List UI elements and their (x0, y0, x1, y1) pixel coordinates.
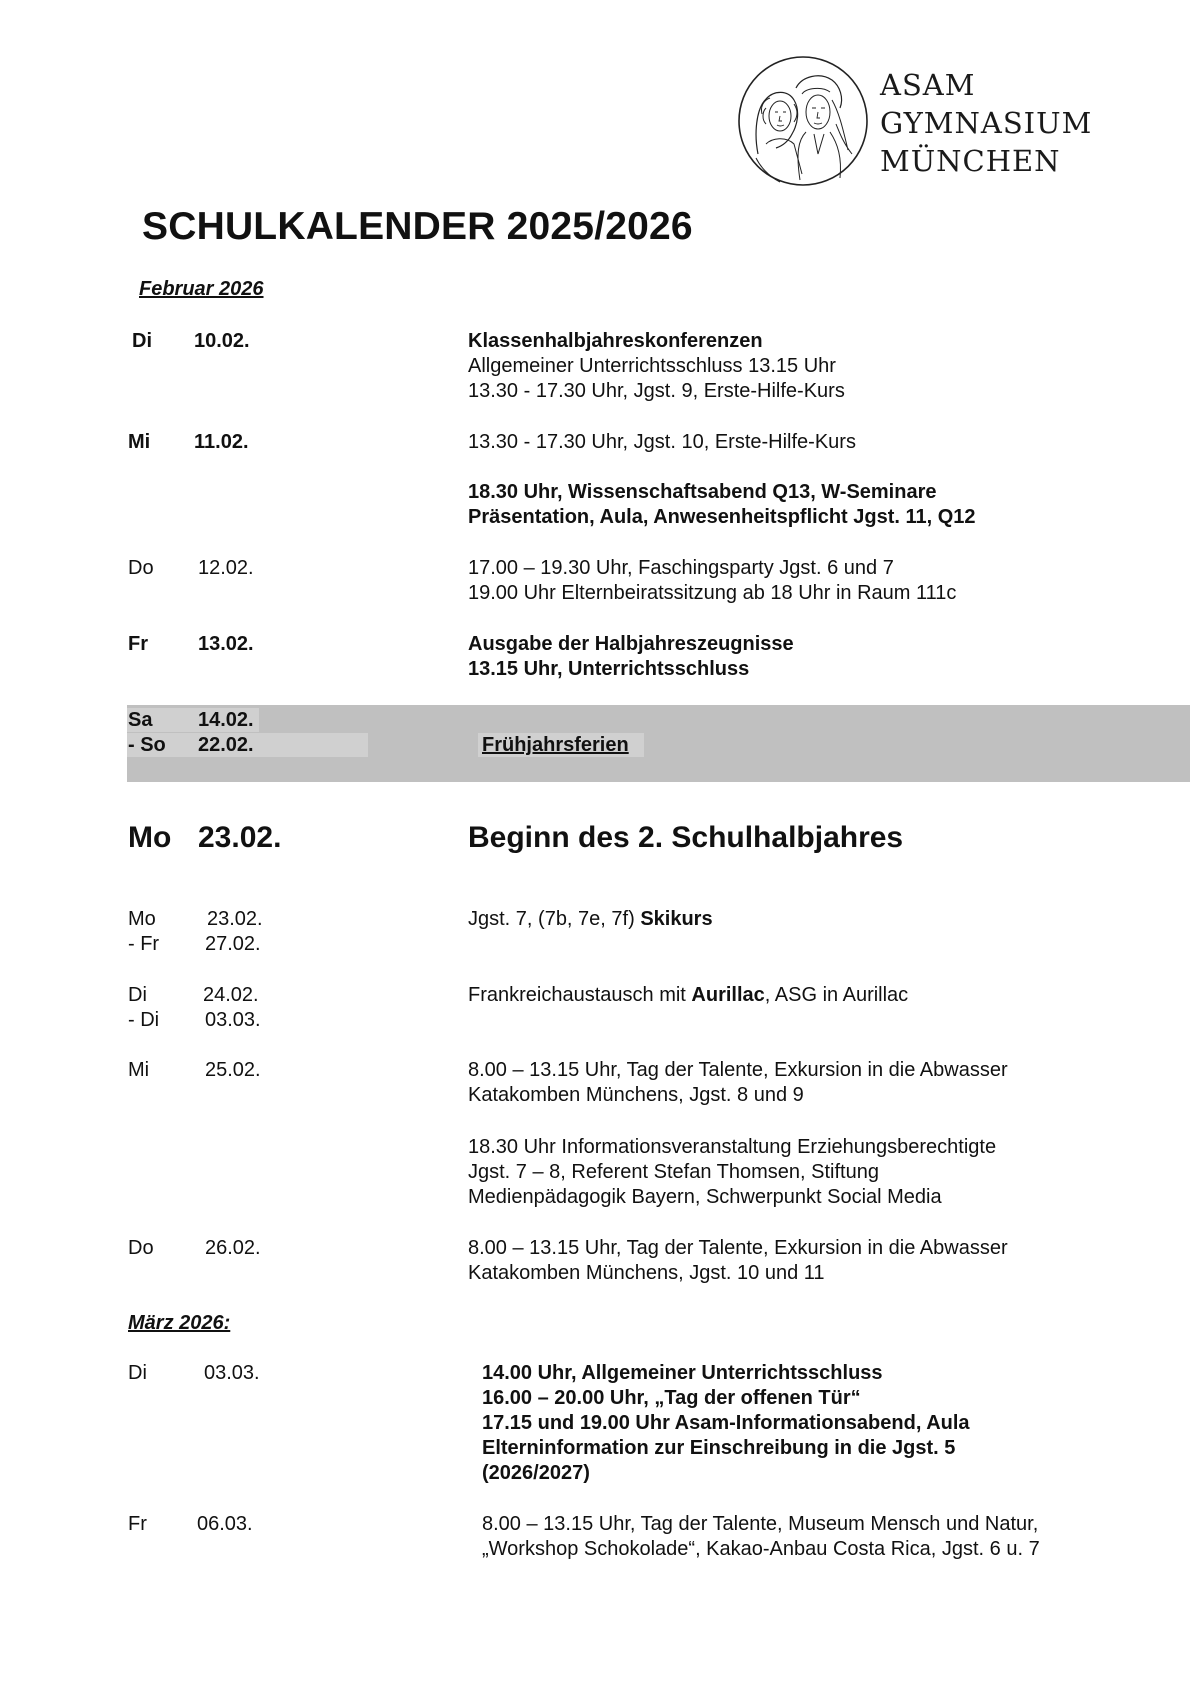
entry-text: Frankreichaustausch mit (468, 984, 692, 1006)
entry-text: , ASG in Aurillac (764, 984, 909, 1006)
page-title: SCHULKALENDER 2025/2026 (142, 205, 693, 248)
entry-date-end: 22.02. (198, 734, 254, 756)
entry-date: 24.02. (203, 984, 259, 1006)
school-name-line3: MÜNCHEN (880, 144, 1061, 178)
entry-day: Do (128, 557, 154, 579)
entry-description (468, 907, 713, 932)
entry-date: 13.02. (198, 633, 254, 655)
entry-description (468, 1135, 996, 1210)
entry-text: Jgst. 7, (7b, 7e, 7f) (468, 908, 641, 930)
entry-day: Sa (128, 709, 153, 731)
entry-line: Klassenhalbjahreskonferenzen (468, 330, 763, 352)
entry-line: 8.00 – 13.15 Uhr, Tag der Talente, Exkursion in die Abwasser (468, 1237, 1008, 1259)
entry-day-end: - Fr (128, 933, 160, 955)
entry-line: Jgst. 7 – 8, Referent Stefan Thomsen, Stiftung (468, 1161, 879, 1183)
portrait-emblem-icon (736, 54, 870, 188)
entry-line: (2026/2027) (482, 1462, 590, 1484)
entry-description (482, 1361, 970, 1486)
entry-day: Mo (128, 821, 172, 854)
entry-description (468, 430, 856, 455)
entry-line: 16.00 – 20.00 Uhr, „Tag der offenen Tür“ (482, 1387, 861, 1409)
entry-date: 03.03. (204, 1362, 260, 1384)
entry-description (482, 733, 629, 758)
entry-line: Präsentation, Aula, Anwesenheitspflicht Jgst. 11, Q12 (468, 506, 976, 528)
entry-highlight: Skikurs (640, 908, 713, 930)
entry-line: 19.00 Uhr Elternbeiratssitzung ab 18 Uhr in Raum 111c (468, 582, 957, 604)
entry-day: Di (128, 984, 147, 1006)
entry-day: Di (132, 330, 152, 352)
entry-line: Elterninformation zur Einschreibung in die Jgst. 5 (482, 1437, 956, 1459)
entry-line: Frühjahrsferien (482, 734, 629, 756)
entry-date: 25.02. (205, 1059, 261, 1081)
entry-highlight: Aurillac (691, 984, 765, 1006)
entry-day: Fr (128, 1513, 147, 1535)
entry-line: 18.30 Uhr Informationsveranstaltung Erziehungsberechtigte (468, 1136, 997, 1158)
entry-date: 26.02. (205, 1237, 261, 1259)
entry-description (482, 1512, 1040, 1562)
entry-description (468, 480, 976, 530)
entry-date: 11.02. (194, 431, 249, 453)
semester-start: Beginn des 2. Schulhalbjahres (468, 821, 904, 854)
entry-description (468, 329, 845, 404)
entry-date-end: 27.02. (205, 933, 261, 955)
entry-day-end: - So (128, 734, 166, 756)
entry-description (468, 556, 956, 606)
entry-day: Mi (128, 431, 151, 453)
entry-line: Ausgabe der Halbjahreszeugnisse (468, 633, 794, 655)
entry-day-end: - Di (128, 1009, 160, 1031)
entry-description (468, 1236, 1008, 1286)
entry-line: „Workshop Schokolade“, Kakao-Anbau Costa Rica, Jgst. 6 u. 7 (482, 1538, 1040, 1560)
entry-line: 18.30 Uhr, Wissenschaftsabend Q13, W-Seminare (468, 481, 937, 503)
entry-date: 23.02. (207, 908, 263, 930)
entry-day: Di (128, 1362, 147, 1384)
entry-line: 8.00 – 13.15 Uhr, Tag der Talente, Museum Mensch und Natur, (482, 1513, 1039, 1535)
month-heading-february: Februar 2026 (139, 278, 264, 300)
entry-line: 13.15 Uhr, Unterrichtsschluss (468, 658, 750, 680)
entry-date: 23.02. (198, 821, 282, 854)
entry-line: Katakomben Münchens, Jgst. 8 und 9 (468, 1084, 804, 1106)
entry-line: 8.00 – 13.15 Uhr, Tag der Talente, Exkursion in die Abwasser (468, 1059, 1008, 1081)
holiday-label (482, 733, 629, 758)
entry-description (468, 1058, 1008, 1108)
month-heading-march: März 2026: (128, 1312, 231, 1334)
entry-date-end: 03.03. (205, 1009, 261, 1031)
school-name-line2: GYMNASIUM (880, 106, 1093, 140)
entry-line: 17.15 und 19.00 Uhr Asam-Informationsabend, Aula (482, 1412, 970, 1434)
entry-line: Allgemeiner Unterrichtsschluss 13.15 Uhr (468, 355, 836, 377)
entry-line: 17.00 – 19.30 Uhr, Faschingsparty Jgst. 6 und 7 (468, 557, 894, 579)
entry-line: 13.30 - 17.30 Uhr, Jgst. 10, Erste-Hilfe-Kurs (468, 431, 856, 453)
entry-line: 14.00 Uhr, Allgemeiner Unterrichtsschluss (482, 1362, 883, 1384)
entry-day: Mo (128, 908, 156, 930)
entry-day: Do (128, 1237, 154, 1259)
entry-date: 10.02. (194, 330, 250, 352)
entry-date: 14.02. (198, 709, 254, 731)
school-name-line1: ASAM (880, 68, 976, 102)
entry-line: Katakomben Münchens, Jgst. 10 und 11 (468, 1262, 825, 1284)
entry-date: 12.02. (198, 557, 254, 579)
school-name (880, 66, 1092, 180)
entry-day: Fr (128, 633, 148, 655)
entry-line: Medienpädagogik Bayern, Schwerpunkt Social Media (468, 1186, 942, 1208)
entry-line: 13.30 - 17.30 Uhr, Jgst. 9, Erste-Hilfe-Kurs (468, 380, 845, 402)
school-logo (736, 54, 870, 188)
entry-date: 06.03. (197, 1513, 253, 1535)
entry-description (468, 632, 794, 682)
entry-description (468, 983, 908, 1008)
entry-day: Mi (128, 1059, 150, 1081)
